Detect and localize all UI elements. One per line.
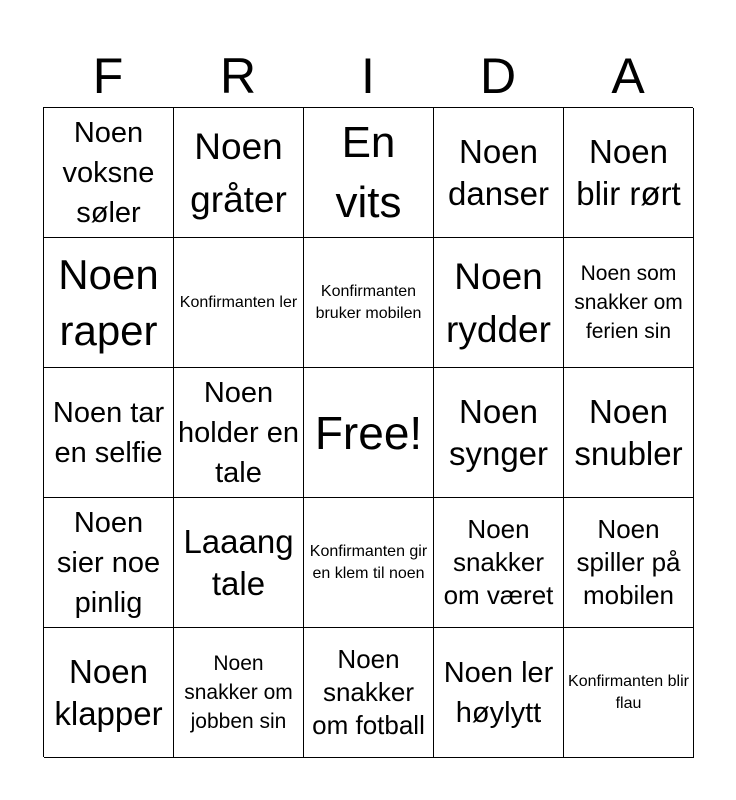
- cell-text: Noen tar en selfie: [52, 396, 165, 469]
- cell-text: Noen snakker om jobben sin: [184, 652, 293, 733]
- cell-text: Noen snakker om fotball: [312, 644, 425, 740]
- cell-text: Noen synger: [448, 392, 549, 472]
- bingo-cell[interactable]: [564, 628, 694, 758]
- cell-text: Konfirmanten bruker mobilen: [315, 282, 422, 322]
- free-space-text: Free!: [314, 406, 423, 459]
- bingo-cell[interactable]: [304, 238, 434, 368]
- cell-text: Noen som snakker om ferien sin: [574, 262, 683, 343]
- cell-text: Noen gråter: [190, 125, 287, 220]
- cell-text: Noen sier noe pinlig: [56, 506, 161, 619]
- cell-text: Noen spiller på mobilen: [576, 514, 681, 610]
- bingo-cell[interactable]: [434, 108, 564, 238]
- bingo-cell[interactable]: [564, 238, 694, 368]
- bingo-cell[interactable]: [434, 498, 564, 628]
- cell-text: Noen voksne søler: [62, 116, 155, 229]
- cell-text: Noen raper: [58, 250, 159, 354]
- cell-text: Konfirmanten ler: [179, 293, 298, 311]
- bingo-cell[interactable]: [434, 368, 564, 498]
- cell-text: Noen holder en tale: [178, 376, 299, 489]
- header-letter-r: R: [219, 48, 257, 104]
- bingo-cell[interactable]: [564, 368, 694, 498]
- bingo-cell[interactable]: [564, 498, 694, 628]
- header-letter-f: F: [92, 48, 124, 104]
- cell-text: En vits: [335, 117, 402, 227]
- bingo-cell[interactable]: [174, 108, 304, 238]
- bingo-board: [43, 107, 693, 757]
- header-letter-a: A: [611, 48, 645, 104]
- cell-text: Konfirmanten gir en klem til noen: [309, 542, 428, 582]
- bingo-header: [43, 44, 693, 108]
- cell-text: Laaang tale: [183, 522, 294, 602]
- bingo-cell[interactable]: [434, 238, 564, 368]
- cell-text: Noen rydder: [446, 255, 551, 350]
- bingo-cell[interactable]: [304, 108, 434, 238]
- bingo-cell[interactable]: [564, 108, 694, 238]
- bingo-cell[interactable]: [44, 108, 174, 238]
- cell-text: Konfirmanten blir flau: [568, 672, 689, 712]
- bingo-cell[interactable]: [174, 368, 304, 498]
- free-space[interactable]: [304, 368, 434, 498]
- header-letter-i: I: [361, 48, 375, 104]
- bingo-cell[interactable]: [44, 498, 174, 628]
- bingo-cell[interactable]: [174, 498, 304, 628]
- cell-text: Noen klapper: [54, 652, 163, 732]
- bingo-cell[interactable]: [304, 498, 434, 628]
- bingo-cell[interactable]: [434, 628, 564, 758]
- cell-text: Noen ler høylytt: [443, 656, 554, 729]
- cell-text: Noen danser: [448, 132, 549, 212]
- cell-text: Noen snubler: [574, 392, 683, 472]
- cell-text: Noen blir rørt: [576, 132, 681, 212]
- header-letter-d: D: [479, 48, 517, 104]
- bingo-cell[interactable]: [174, 238, 304, 368]
- bingo-cell[interactable]: [44, 628, 174, 758]
- bingo-cell[interactable]: [174, 628, 304, 758]
- bingo-cell[interactable]: [44, 238, 174, 368]
- cell-text: Noen snakker om været: [443, 514, 554, 610]
- bingo-cell[interactable]: [44, 368, 174, 498]
- bingo-cell[interactable]: [304, 628, 434, 758]
